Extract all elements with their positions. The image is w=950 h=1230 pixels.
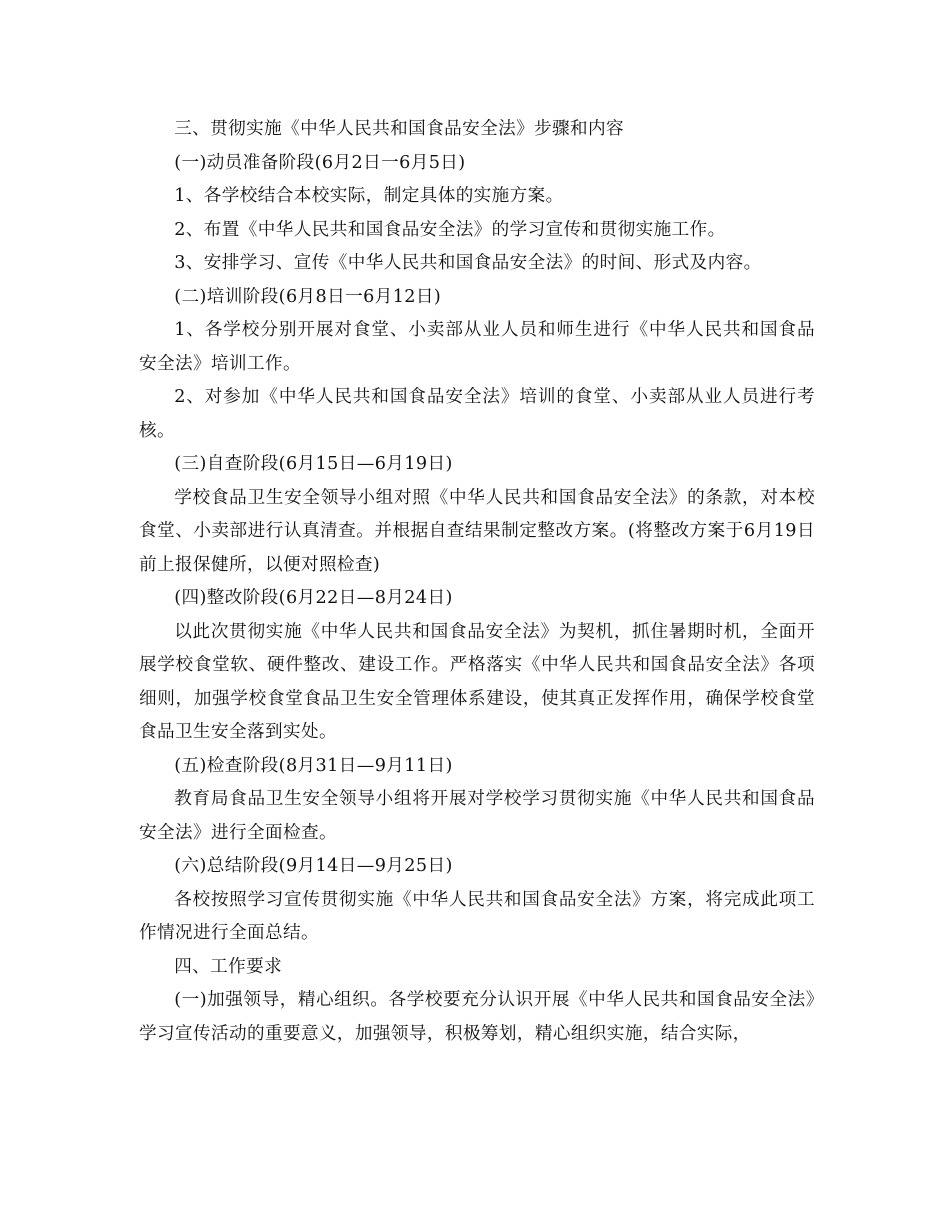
stage-heading-summary: (六)总结阶段(9月14日—9月25日) bbox=[174, 856, 453, 876]
stage-heading-rectification: (四)整改阶段(6月22日—8月24日) bbox=[174, 588, 453, 608]
section-heading-steps: 三、贯彻实施《中华人民共和国食品安全法》步骤和内容 bbox=[174, 119, 625, 139]
document-body bbox=[139, 113, 815, 1051]
paragraph: 1、各学校结合本校实际，制定具体的实施方案。 bbox=[174, 186, 564, 206]
paragraph: 学校食品卫生安全领导小组对照《中华人民共和国食品安全法》的条款，对本校食堂、小卖部进行认真清查。并根据自查结果制定整改方案。(将整改方案于6月19日前上报保健所，以便对照检查) bbox=[139, 487, 815, 575]
section-heading-requirements: 四、工作要求 bbox=[174, 956, 283, 977]
paragraph: 教育局食品卫生安全领导小组将开展对学校学习贯彻实施《中华人民共和国食品安全法》进行全面检查。 bbox=[139, 789, 815, 843]
paragraph: 2、对参加《中华人民共和国食品安全法》培训的食堂、小卖部从业人员进行考核。 bbox=[139, 387, 815, 441]
stage-heading-training: (二)培训阶段(6月8日一6月12日) bbox=[174, 286, 442, 307]
stage-heading-self-check: (三)自查阶段(6月15日—6月19日) bbox=[174, 454, 453, 474]
stage-heading-mobilization: (一)动员准备阶段(6月2日一6月5日) bbox=[174, 152, 466, 173]
paragraph: (一)加强领导，精心组织。各学校要充分认识开展《中华人民共和国食品安全法》学习宣传活动的重要意义，加强领导，积极筹划，精心组织实施，结合实际， bbox=[139, 990, 815, 1044]
paragraph: 各校按照学习宣传贯彻实施《中华人民共和国食品安全法》方案，将完成此项工作情况进行全面总结。 bbox=[139, 889, 815, 943]
paragraph: 以此次贯彻实施《中华人民共和国食品安全法》为契机，抓住暑期时机，全面开展学校食堂软、硬件整改、建设工作。严格落实《中华人民共和国食品安全法》各项细则，加强学校食堂食品卫生安全管理体系建设，使其真正发挥作用，确保学校食堂食品卫生安全落到实处。 bbox=[139, 621, 815, 742]
paragraph: 2、布置《中华人民共和国食品安全法》的学习宣传和贯彻实施工作。 bbox=[174, 219, 726, 240]
stage-heading-inspection: (五)检查阶段(8月31日—9月11日) bbox=[174, 755, 453, 776]
paragraph: 1、各学校分别开展对食堂、小卖部从业人员和师生进行《中华人民共和国食品安全法》培训工作。 bbox=[139, 320, 815, 374]
paragraph: 3、安排学习、宣传《中华人民共和国食品安全法》的时间、形式及内容。 bbox=[174, 253, 762, 273]
